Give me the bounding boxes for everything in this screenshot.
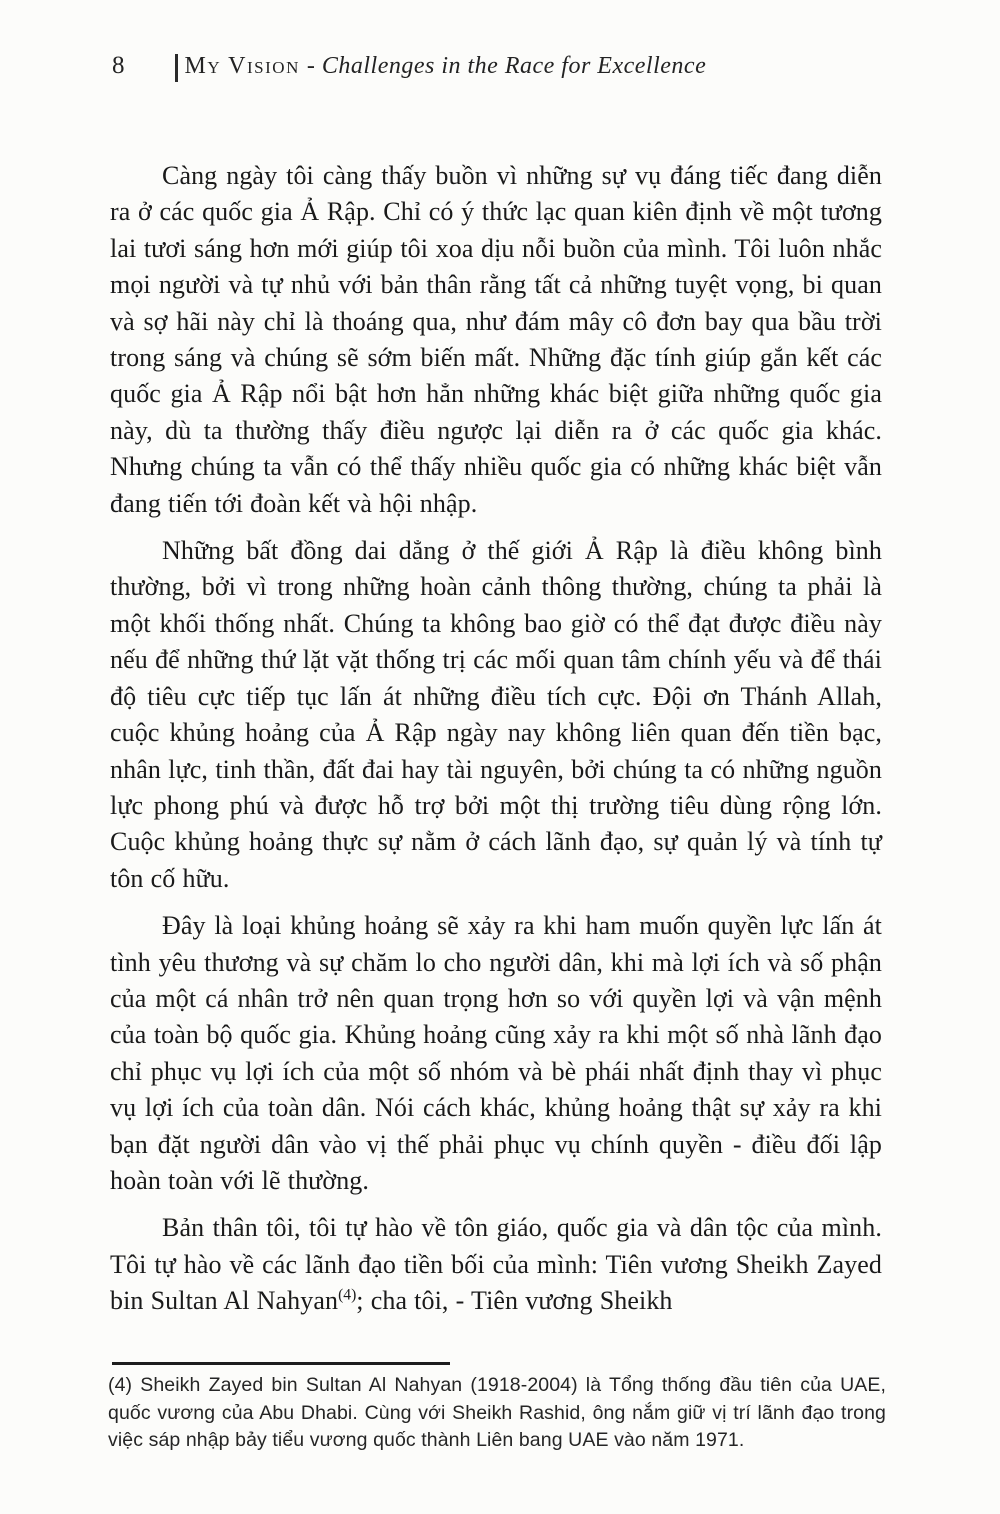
header-divider-bar <box>175 54 178 82</box>
paragraph-4-text: Bản thân tôi, tôi tự hào về tôn giáo, quốc gia và dân tộc của mình. Tôi tự hào về các lãnh đạo tiền bối của mình: Tiên vương Sheikh Zayed bin Sultan Al Nahyan <box>110 1213 882 1316</box>
chapter-subtitle: Challenges in the Race for Excellence <box>321 53 707 79</box>
book-title: My Vision <box>184 53 300 79</box>
paragraph-2: Những bất đồng dai dẳng ở thế giới Ả Rập là điều không bình thường, bởi vì trong những hoàn cảnh thông thường, chúng ta phải là một khối thống nhất. Chúng ta không bao giờ có thể đạt được điều này nếu để những thứ lặt vặt thống trị các mối quan tâm chính yếu và để thái độ tiêu cực tiếp tục lấn át những điều tích cực. Đội ơn Thánh Allah, cuộc khủng hoảng của Ả Rập ngày nay không liên quan đến tiền bạc, nhân lực, tinh thần, đất đai hay tài nguyên, bởi chúng ta có những nguồn lực phong phú và được hỗ trợ bởi một thị trường tiêu dùng rộng lớn. Cuộc khủng hoảng thực sự nằm ở cách lãnh đạo, sự quản lý và tính tự tôn cố hữu. <box>110 536 882 893</box>
footnote-reference: (4) <box>338 1286 357 1304</box>
paragraph-4 <box>110 1210 882 1319</box>
paragraph-4-continuation: ; cha tôi, - Tiên vương Sheikh <box>356 1286 673 1316</box>
page-body <box>110 158 882 1331</box>
footnote-divider <box>112 1362 450 1365</box>
page-header <box>112 52 706 80</box>
paragraph-3: Đây là loại khủng hoảng sẽ xảy ra khi ham muốn quyền lực lấn át tình yêu thương và sự chăm lo cho người dân, khi mà lợi ích và số phận của một cá nhân trở nên quan trọng hơn so với quyền lợi và vận mệnh của toàn bộ quốc gia. Khủng hoảng cũng xảy ra khi một số nhà lãnh đạo chỉ phục vụ lợi ích của một số nhóm và bè phái nhất định thay vì phục vụ lợi ích của toàn dân. Nói cách khác, khủng hoảng thật sự xảy ra khi bạn đặt người dân vào vị thế phải phục vụ chính quyền - điều đối lập hoàn toàn với lẽ thường. <box>110 911 882 1195</box>
footnote-text: (4) Sheikh Zayed bin Sultan Al Nahyan (1918-2004) là Tổng thống đầu tiên của UAE, quốc vương của Abu Dhabi. Cùng với Sheikh Rashid, ông nắm giữ vị trí lãnh đạo trong việc sáp nhập bảy tiểu vương quốc thành Liên bang UAE vào năm 1971. <box>108 1374 886 1452</box>
header-dash: - <box>306 53 315 79</box>
paragraph-1: Càng ngày tôi càng thấy buồn vì những sự vụ đáng tiếc đang diễn ra ở các quốc gia Ả Rập. Chỉ có ý thức lạc quan kiên định về một tương lai tươi sáng hơn mới giúp tôi xoa dịu nỗi buồn của mình. Tôi luôn nhắc mọi người và tự nhủ với bản thân rằng tất cả những tuyệt vọng, bi quan và sợ hãi này chỉ là thoáng qua, như đám mây cô đơn bay qua bầu trời trong sáng và chúng sẽ sớm biến mất. Những đặc tính giúp gắn kết các quốc gia Ả Rập nổi bật hơn hẳn những khác biệt giữa những quốc gia này, dù ta thường thấy điều ngược lại diễn ra ở các quốc gia khác. Nhưng chúng ta vẫn có thể thấy nhiều quốc gia có những khác biệt vẫn đang tiến tới đoàn kết và hội nhập. <box>110 161 882 518</box>
page-number: 8 <box>112 52 125 79</box>
footnote-section <box>108 1362 886 1455</box>
